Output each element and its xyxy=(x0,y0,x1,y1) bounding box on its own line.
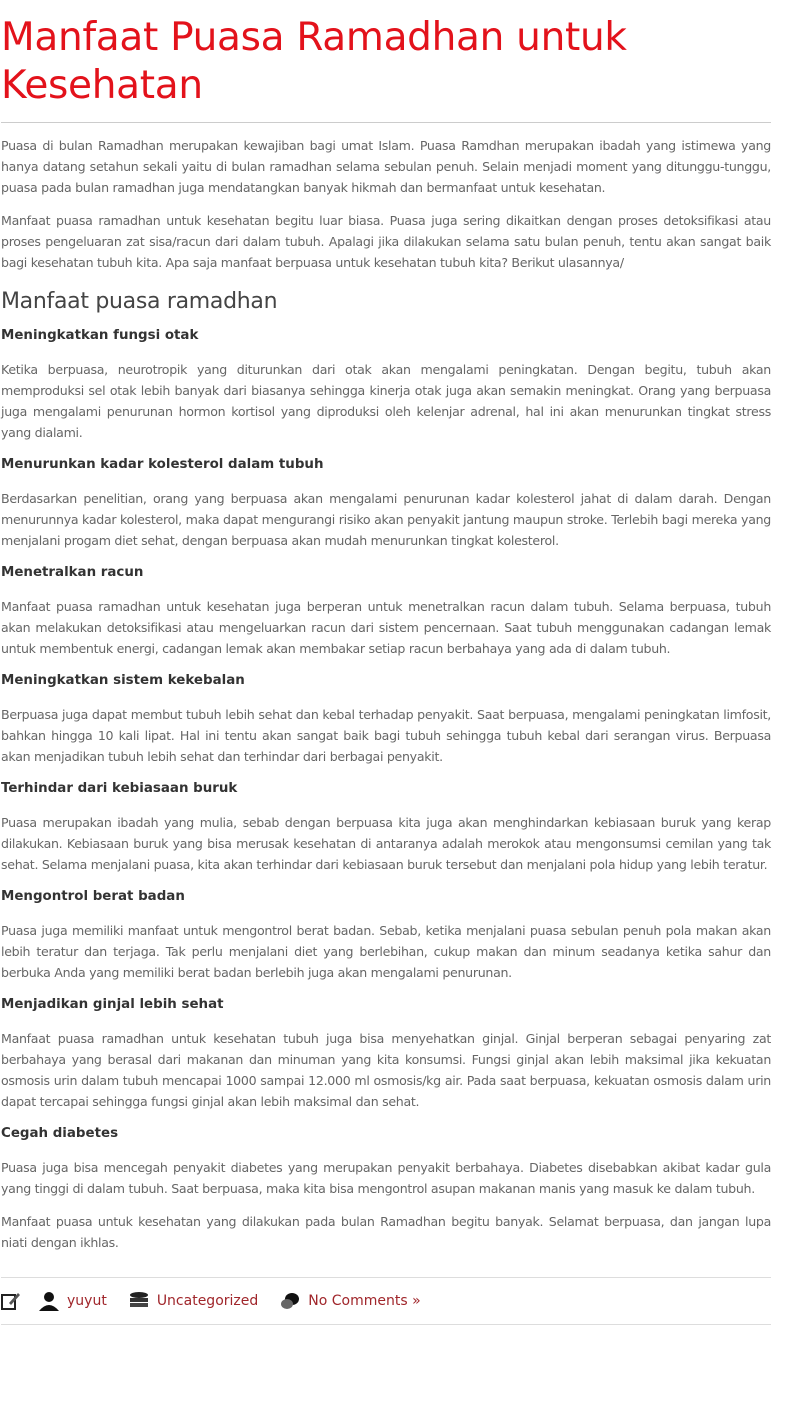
section-heading: Mengontrol berat badan xyxy=(1,889,185,904)
section-paragraph: Puasa merupakan ibadah yang mulia, sebab dengan berpuasa kita juga akan menghindarkan kebiasaan buruk yang kerap dilakukan. Kebiasaan buruk yang bisa merusak kesehatan di antaranya adalah merokok atau mengonsumsi cemilan yang tak sehat. Selama menjalani puasa, kita akan terhindar dari kebiasaan buruk tersebut dan menjalani pola hidup yang lebih teratur. xyxy=(1,815,771,872)
section-paragraph: Manfaat puasa ramadhan untuk kesehatan juga berperan untuk menetralkan racun dalam tubuh. Selama berpuasa, tubuh akan melakukan detoksifikasi atau mengeluarkan racun dari sistem pencernaan. Saat tubuh menggunakan cadangan lemak untuk membentuk energi, cadangan lemak akan membakar setiap racun berbahaya yang ada di dalam tubuh. xyxy=(1,599,771,656)
category-stack-icon xyxy=(129,1291,149,1311)
section-heading: Meningkatkan sistem kekebalan xyxy=(1,673,245,688)
section-heading: Menurunkan kadar kolesterol dalam tubuh xyxy=(1,457,324,472)
sections xyxy=(1,328,771,1199)
section-heading: Cegah diabetes xyxy=(1,1126,119,1141)
section-paragraph: Berdasarkan penelitian, orang yang berpuasa akan mengalami penurunan kadar kolesterol jahat di dalam darah. Dengan menurunnya kadar kolesterol, maka dapat mengurangi risiko akan penyakit jantung maupun stroke. Terlebih bagi mereka yang menjalani progam diet sehat, dengan berpuasa akan mudah menurunkan tingkat kolesterol. xyxy=(1,491,771,548)
comments-link[interactable]: No Comments » xyxy=(308,1293,421,1309)
article xyxy=(0,14,771,1325)
section-paragraph: Puasa juga memiliki manfaat untuk mengontrol berat badan. Sebab, ketika menjalani puasa sebulan penuh pola makan akan lebih teratur dan terjaga. Tak perlu menjalani diet yang berlebihan, cukup makan dan minum seadanya ketika sahur dan berbuka Anda yang memiliki berat badan berlebih juga akan mengalami penurunan. xyxy=(1,923,771,980)
edit-icon xyxy=(1,1291,21,1311)
post-meta xyxy=(1,1277,771,1325)
section-paragraph: Ketika berpuasa, neurotropik yang diturunkan dari otak akan mengalami peningkatan. Dengan begitu, tubuh akan memproduksi sel otak lebih banyak dari biasanya sehingga kinerja otak juga akan semakin meningkat. Orang yang berpuasa juga mengalami penurunan hormon kortisol yang diproduksi oleh kelenjar adrenal, hal ini akan menurunkan tingkat stress yang dialami. xyxy=(1,362,771,440)
intro-paragraph: Puasa di bulan Ramadhan merupakan kewajiban bagi umat Islam. Puasa Ramdhan merupakan ibadah yang istimewa yang hanya datang setahun sekali yaitu di bulan ramadhan selama sebulan penuh. Selain menjadi moment yang ditunggu-tunggu, puasa pada bulan ramadhan juga mendatangkan banyak hikmah dan bermanfaat untuk kesehatan. xyxy=(1,138,771,195)
title-divider xyxy=(1,122,771,123)
section-heading: Meningkatkan fungsi otak xyxy=(1,328,199,343)
section-subtitle: Manfaat puasa ramadhan xyxy=(1,289,278,314)
category-link[interactable]: Uncategorized xyxy=(156,1293,259,1309)
section-paragraph: Manfaat puasa ramadhan untuk kesehatan tubuh juga bisa menyehatkan ginjal. Ginjal berperan sebagai penyaring zat berbahaya yang berasal dari makanan dan minuman yang kita konsumsi. Fungsi ginjal akan lebih maksimal jika kekuatan osmosis urin dalam tubuh mencapai 1000 sampai 12.000 ml osmosis/kg air. Pada saat berpuasa, kekuatan osmosis dalam urin dapat tercapai sehingga fungsi ginjal akan lebih maksimal dan sehat. xyxy=(1,1031,771,1109)
section-paragraph: Berpuasa juga dapat membut tubuh lebih sehat dan kebal terhadap penyakit. Saat berpuasa, mengalami peningkatan limfosit, bahkan hingga 10 kali lipat. Hal ini tentu akan sangat baik bagi tubuh sehingga tubuh kebal dari serangan virus. Berpuasa akan menjadikan tubuh lebih sehat dan terhindar dari berbagai penyakit. xyxy=(1,707,771,764)
section-heading: Terhindar dari kebiasaan buruk xyxy=(1,781,238,796)
author-link[interactable]: yuyut xyxy=(67,1293,107,1309)
section-heading: Menetralkan racun xyxy=(1,565,144,580)
section-paragraph: Puasa juga bisa mencegah penyakit diabetes yang merupakan penyakit berbahaya. Diabetes disebabkan akibat kadar gula yang tinggi di dalam tubuh. Saat berpuasa, maka kita bisa mengontrol asupan makanan manis yang masuk ke dalam tubuh. xyxy=(1,1160,771,1196)
user-icon xyxy=(39,1291,59,1311)
section-heading: Menjadikan ginjal lebih sehat xyxy=(1,997,224,1012)
comments-icon xyxy=(280,1291,300,1311)
intro-paragraph: Manfaat puasa ramadhan untuk kesehatan begitu luar biasa. Puasa juga sering dikaitkan dengan proses detoksifikasi atau proses pengeluaran zat sisa/racun dari dalam tubuh. Apalagi jika dilakukan selama satu bulan penuh, tentu akan sangat baik bagi kesehatan tubuh kita. Apa saja manfaat berpuasa untuk kesehatan tubuh kita? Berikut ulasannya/ xyxy=(1,213,771,270)
article-title: Manfaat Puasa Ramadhan untuk Kesehatan xyxy=(1,15,627,108)
closing-paragraph: Manfaat puasa untuk kesehatan yang dilakukan pada bulan Ramadhan begitu banyak. Selamat berpuasa, dan jangan lupa niati dengan ikhlas. xyxy=(1,1214,771,1250)
